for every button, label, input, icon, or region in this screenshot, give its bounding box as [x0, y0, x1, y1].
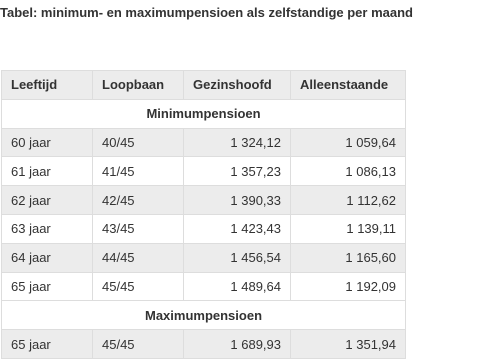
table-row — [2, 330, 406, 359]
cell-alleenstaande: 1 165,60 — [291, 243, 406, 272]
cell-loopbaan: 45/45 — [93, 272, 184, 301]
table-row — [2, 243, 406, 272]
page-title: Tabel: minimum- en maximumpensioen als zelfstandige per maand — [0, 5, 413, 20]
cell-leeftijd: 62 jaar — [2, 186, 93, 215]
cell-gezinshoofd: 1 489,64 — [184, 272, 291, 301]
cell-loopbaan: 45/45 — [93, 330, 184, 359]
cell-leeftijd: 64 jaar — [2, 243, 93, 272]
pension-table — [1, 70, 406, 359]
table-row — [2, 128, 406, 157]
cell-gezinshoofd: 1 357,23 — [184, 157, 291, 186]
cell-loopbaan: 40/45 — [93, 128, 184, 157]
cell-leeftijd: 63 jaar — [2, 214, 93, 243]
cell-gezinshoofd: 1 423,43 — [184, 214, 291, 243]
column-header-leeftijd: Leeftijd — [2, 71, 93, 100]
table-row — [2, 157, 406, 186]
cell-gezinshoofd: 1 689,93 — [184, 330, 291, 359]
cell-leeftijd: 60 jaar — [2, 128, 93, 157]
cell-loopbaan: 41/45 — [93, 157, 184, 186]
cell-leeftijd: 65 jaar — [2, 330, 93, 359]
section-row-maximumpensioen — [2, 301, 406, 330]
section-label: Minimumpensioen — [2, 99, 406, 128]
table-row — [2, 214, 406, 243]
column-header-alleenstaande: Alleenstaande — [291, 71, 406, 100]
header-row — [2, 71, 406, 100]
table-row — [2, 186, 406, 215]
cell-gezinshoofd: 1 390,33 — [184, 186, 291, 215]
cell-loopbaan: 42/45 — [93, 186, 184, 215]
cell-alleenstaande: 1 351,94 — [291, 330, 406, 359]
section-row-minimumpensioen — [2, 99, 406, 128]
cell-leeftijd: 65 jaar — [2, 272, 93, 301]
cell-loopbaan: 43/45 — [93, 214, 184, 243]
cell-alleenstaande: 1 112,62 — [291, 186, 406, 215]
cell-alleenstaande: 1 086,13 — [291, 157, 406, 186]
cell-alleenstaande: 1 059,64 — [291, 128, 406, 157]
cell-gezinshoofd: 1 456,54 — [184, 243, 291, 272]
cell-alleenstaande: 1 139,11 — [291, 214, 406, 243]
column-header-gezinshoofd: Gezinshoofd — [184, 71, 291, 100]
table-row — [2, 272, 406, 301]
cell-alleenstaande: 1 192,09 — [291, 272, 406, 301]
section-label: Maximumpensioen — [2, 301, 406, 330]
column-header-loopbaan: Loopbaan — [93, 71, 184, 100]
cell-gezinshoofd: 1 324,12 — [184, 128, 291, 157]
cell-loopbaan: 44/45 — [93, 243, 184, 272]
cell-leeftijd: 61 jaar — [2, 157, 93, 186]
